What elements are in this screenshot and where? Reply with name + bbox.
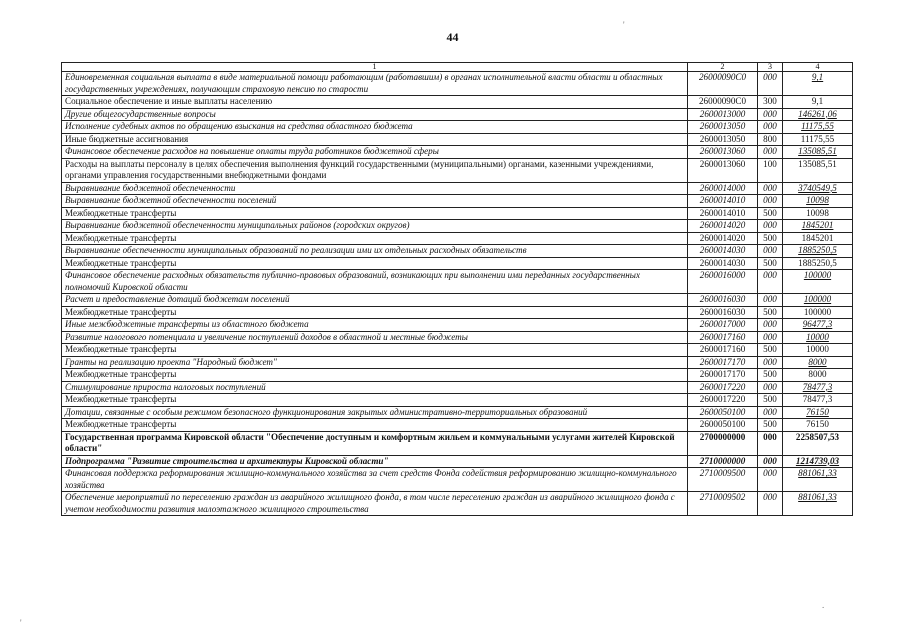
cell-code: 2710009500 [699,468,746,478]
cell-type: 500 [763,344,777,354]
table-row [62,344,853,357]
cell-name: Финансовая поддержка реформирования жилищно-коммунального хозяйства за счет средств Фонда содействия реформированию жилищно-коммунального хозяйства [65,468,677,490]
cell-code: 2600014000 [699,182,746,193]
scan-mark: ' [623,20,625,30]
cell-code: 26000090C0 [699,72,746,82]
cell-name: Выравнивание бюджетной обеспеченности поселений [65,195,277,205]
cell-type: 000 [763,121,777,131]
cell-name: Исполнение судебных актов по обращению взыскания на средства областного бюджета [65,121,413,131]
table-row [62,220,853,233]
cell-name: Другие общегосударственные вопросы [65,108,216,119]
cell-amount: 78477,3 [802,394,833,404]
cell-amount: 1885250,5 [798,257,837,268]
table-row [62,431,853,455]
page-number: 44 [446,30,459,44]
cell-type: 300 [763,96,777,106]
cell-name: Финансовое обеспечение расходов на повышение оплаты труда работников бюджетной сферы [65,146,439,156]
table-row [62,492,853,516]
table-row [62,406,853,419]
cell-amount: 96477,3 [802,319,833,329]
scan-mark: ' [20,618,22,628]
cell-name: Подпрограмма "Развитие строительства и архитектуры Кировской области" [65,455,389,466]
cell-amount: 1885250,5 [798,245,837,255]
cell-name: Обеспечение мероприятий по переселению граждан из аварийного жилищного фонда, в том числе переселению граждан из аварийного жилищного фонда с учетом необходимости развития малоэтажного жилищного строительства [65,492,675,514]
cell-type: 000 [763,381,777,392]
cell-name: Выравнивание бюджетной обеспеченности [65,182,236,193]
cell-name: Выравнивание обеспеченности муниципальных образований по реализации ими их отдельных расходных обязательств [65,245,527,255]
cell-name: Иные межбюджетные трансферты из областного бюджета [65,319,309,329]
table-row [62,356,853,369]
cell-amount: 135085,51 [798,158,837,169]
cell-type: 500 [763,232,777,243]
cell-type: 500 [763,257,777,268]
cell-amount: 881061,33 [798,492,837,502]
cell-amount: 76150 [806,406,829,417]
cell-code: 2600013000 [699,108,746,119]
cell-amount: 100000 [803,294,832,304]
cell-amount: 1845201 [801,232,834,243]
cell-code: 2600016030 [699,294,746,304]
cell-type: 000 [763,108,777,119]
cell-amount: 100000 [803,306,832,317]
table-row [62,419,853,432]
table-row [62,257,853,270]
cell-amount: 2258507,53 [795,431,840,442]
cell-name: Государственная программа Кировской области "Обеспечение доступным и комфортным жильем и коммунальными услугами жителей Кировской области" [65,431,675,453]
table-row [62,232,853,245]
cell-name: Межбюджетные трансферты [65,257,177,268]
cell-type: 000 [763,182,777,193]
table-row [62,294,853,307]
table-row [62,158,853,182]
cell-type: 500 [763,369,777,379]
cell-name: Единовременная социальная выплата в виде материальной помощи работающим (работавшим) в органах исполнительной власти области и областных государственных учреждениях, получающим страховую пенсию по старости [65,72,663,94]
cell-type: 100 [763,158,777,169]
table-row [62,468,853,492]
table-row [62,133,853,146]
table-row [62,182,853,195]
cell-code: 2710000000 [699,455,746,466]
cell-type: 000 [763,245,777,255]
cell-code: 2600013060 [699,146,746,156]
cell-code: 2600014030 [699,257,746,268]
cell-amount: 3740549,5 [798,182,837,193]
table-header-row [62,63,853,72]
cell-name: Межбюджетные трансферты [65,344,177,354]
table-row [62,96,853,109]
cell-type: 500 [763,207,777,218]
cell-code: 26000090C0 [699,96,746,106]
cell-type: 000 [763,455,777,466]
cell-code: 2600050100 [699,406,746,417]
cell-name: Финансовое обеспечение расходных обязательств публично-правовых образований, возникающих при выполнении ими переданных государственных полномочий Кировской области [65,270,640,292]
cell-type: 000 [763,319,777,329]
cell-name: Межбюджетные трансферты [65,207,177,218]
cell-code: 2710009502 [699,492,746,502]
cell-amount: 9,1 [811,96,824,106]
cell-amount: 881061,33 [798,468,837,478]
table-row [62,245,853,258]
cell-code: 2600050100 [699,419,746,429]
cell-code: 2600014030 [699,245,746,255]
cell-amount: 11175,55 [801,121,834,131]
cell-code: 2600017160 [699,331,746,342]
cell-name: Расходы на выплаты персоналу в целях обеспечения выполнения функций государственными (муниципальными) органами, казенными учреждениями, органами управления государственными внебюджетными фондами [65,158,654,180]
column-header-code: 2 [688,63,758,72]
cell-type: 000 [763,468,777,478]
cell-type: 000 [763,294,777,304]
column-header-name: 1 [62,63,688,72]
column-header-amount: 4 [783,63,853,72]
cell-name: Развитие налогового потенциала и увеличение поступлений доходов в областной и местные бюджеты [65,331,468,342]
cell-type: 000 [763,270,777,280]
table-row [62,121,853,134]
cell-name: Межбюджетные трансферты [65,419,177,429]
cell-code: 2600016030 [699,306,746,317]
cell-code: 2600014010 [699,207,746,218]
table-row [62,455,853,468]
cell-type: 000 [763,492,777,502]
cell-code: 2600016000 [699,270,746,280]
cell-amount: 10000 [806,331,829,342]
cell-type: 800 [763,133,777,144]
cell-amount: 135085,51 [798,146,837,156]
table-row [62,306,853,319]
cell-type: 000 [763,195,777,205]
table-row [62,270,853,294]
cell-amount: 10098 [806,207,829,218]
cell-name: Межбюджетные трансферты [65,306,177,317]
table-row [62,369,853,382]
cell-type: 000 [763,146,777,156]
table-body [62,72,853,516]
cell-amount: 11175,55 [800,133,835,144]
table-row [62,146,853,159]
cell-name: Выравнивание бюджетной обеспеченности муниципальных районов (городских округов) [65,220,410,230]
cell-amount: 76150 [806,419,829,429]
cell-code: 2600017220 [699,381,746,392]
cell-name: Дотации, связанные с особым режимом безопасного функционирования закрытых административно-территориальных образований [65,406,588,417]
cell-type: 500 [763,394,777,404]
cell-type: 000 [763,72,777,82]
cell-code: 2600014020 [699,220,746,230]
cell-name: Гранты на реализацию проекта "Народный бюджет" [65,356,277,367]
cell-code: 2600013060 [699,158,746,169]
cell-code: 2600017160 [699,344,746,354]
cell-type: 500 [763,419,777,429]
cell-type: 000 [763,406,777,417]
scan-mark: . [822,600,825,610]
cell-type: 000 [763,331,777,342]
cell-code: 2700000000 [699,431,746,442]
cell-code: 2600013050 [699,121,746,131]
cell-name: Стимулирование прироста налоговых поступлений [65,381,266,392]
cell-code: 2600017000 [699,319,746,329]
table-row [62,394,853,407]
cell-name: Расчет и предоставление дотаций бюджетам поселений [65,294,290,304]
cell-code: 2600017170 [699,369,746,379]
cell-type: 500 [763,306,777,317]
cell-name: Межбюджетные трансферты [65,394,177,404]
cell-type: 000 [763,220,777,230]
cell-name: Межбюджетные трансферты [65,369,177,379]
table-row [62,195,853,208]
cell-amount: 8000 [808,369,827,379]
table-row [62,331,853,344]
cell-amount: 9,1 [811,72,824,82]
cell-amount: 100000 [803,270,832,280]
cell-amount: 1214739,03 [795,455,840,466]
cell-amount: 146261,06 [798,108,837,119]
cell-type: 000 [763,431,777,442]
table-row [62,319,853,332]
cell-amount: 10098 [806,195,829,205]
cell-name: Социальное обеспечение и иные выплаты населению [65,96,273,106]
cell-code: 2600017220 [699,394,746,404]
cell-name: Иные бюджетные ассигнования [65,133,189,144]
cell-code: 2600013050 [699,133,746,144]
table-row [62,108,853,121]
cell-name: Межбюджетные трансферты [65,232,177,243]
cell-type: 000 [763,356,777,367]
cell-amount: 1845201 [801,220,834,230]
table-row [62,207,853,220]
budget-table [61,62,853,516]
cell-code: 2600014020 [699,232,746,243]
table-row [62,381,853,394]
cell-code: 2600017170 [699,356,746,367]
cell-code: 2600014010 [699,195,746,205]
column-header-type: 3 [758,63,783,72]
cell-amount: 10000 [806,344,829,354]
cell-amount: 78477,3 [802,381,833,392]
table-row [62,72,853,96]
cell-amount: 8000 [808,356,827,367]
